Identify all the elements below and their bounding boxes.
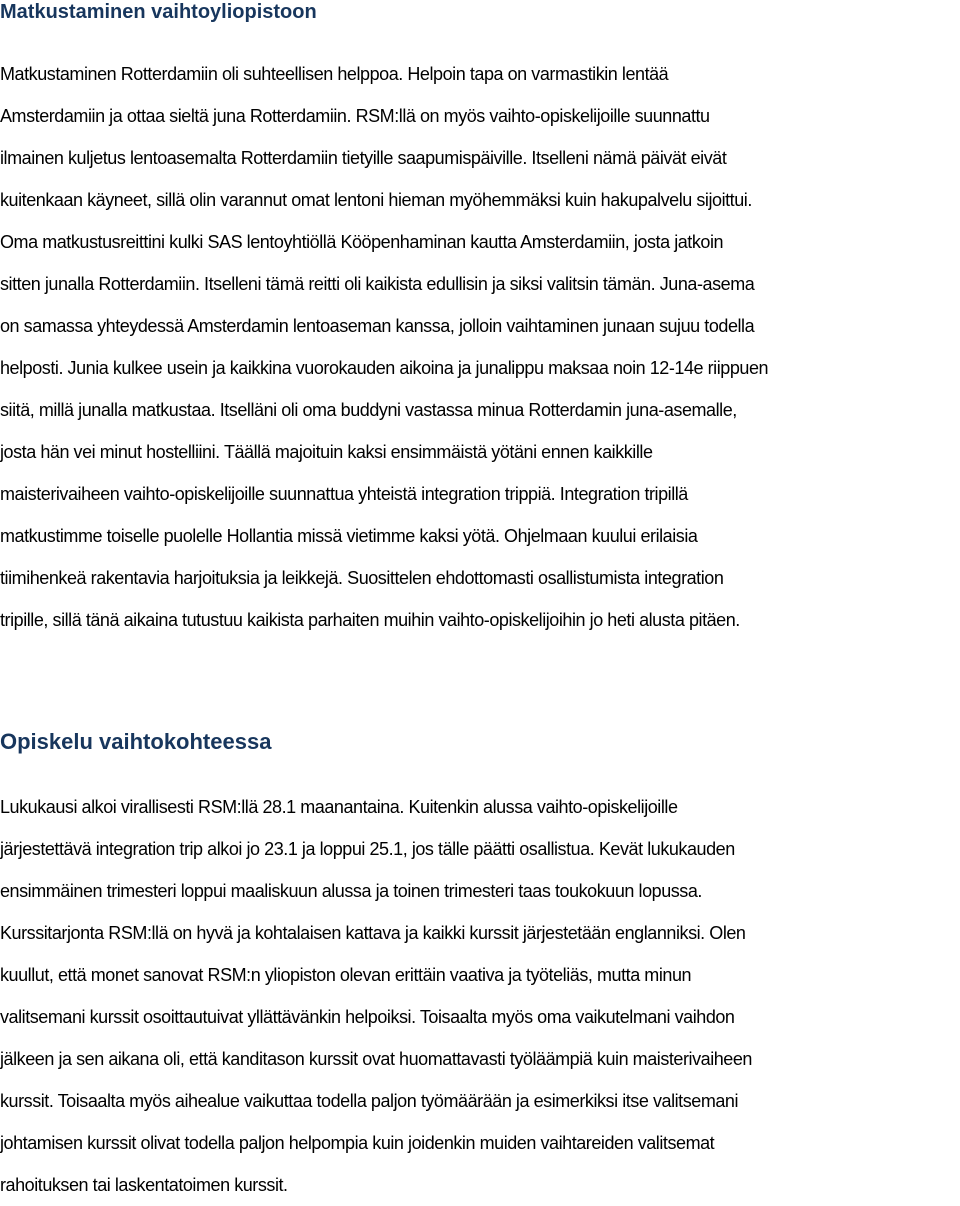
paragraph-line: Lukukausi alkoi virallisesti RSM:llä 28.1 maanantaina. Kuitenkin alussa vaihto-opiskelijoille (0, 797, 678, 817)
paragraph-line: järjestettävä integration trip alkoi jo 23.1 ja loppui 25.1, jos tälle päätti osallistua. Kevät lukukauden (0, 839, 735, 859)
paragraph-line: kuitenkaan käyneet, sillä olin varannut omat lentoni hieman myöhemmäksi kuin hakupalvelu sijoittui. (0, 190, 752, 210)
paragraph-line: siitä, millä junalla matkustaa. Itselläni oli oma buddyni vastassa minua Rotterdamin juna-asemalle, (0, 400, 737, 420)
paragraph-line: kuullut, että monet sanovat RSM:n yliopiston olevan erittäin vaativa ja työteliäs, mutta minun (0, 965, 692, 985)
paragraph-travel (0, 53, 768, 641)
paragraph-line: sitten junalla Rotterdamiin. Itselleni tämä reitti oli kaikista edullisin ja siksi valitsin tämän. Juna-asema (0, 274, 755, 294)
paragraph-line: maisterivaiheen vaihto-opiskelijoille suunnattua yhteistä integration trippiä. Integration tripillä (0, 484, 688, 504)
paragraph-line: jälkeen ja sen aikana oli, että kanditason kurssit ovat huomattavasti työläämpiä kuin maisterivaiheen (0, 1049, 752, 1069)
paragraph-line: Oma matkustusreittini kulki SAS lentoyhtiöllä Kööpenhaminan kautta Amsterdamiin, josta jatkoin (0, 232, 724, 252)
section-heading-studies: Opiskelu vaihtokohteessa (0, 729, 272, 754)
paragraph-line: Matkustaminen Rotterdamiin oli suhteellisen helppoa. Helpoin tapa on varmastikin lentää (0, 64, 669, 84)
paragraph-line: tripille, sillä tänä aikaina tutustuu kaikista parhaiten muihin vaihto-opiskelijoihin jo heti alusta pitäen. (0, 610, 740, 630)
paragraph-line: Amsterdamiin ja ottaa sieltä juna Rotterdamiin. RSM:llä on myös vaihto-opiskelijoille suunnattu (0, 106, 710, 126)
paragraph-line: helposti. Junia kulkee usein ja kaikkina vuorokauden aikoina ja junalippu maksaa noin 12-14e riippuen (0, 358, 769, 378)
paragraph-line: josta hän vei minut hostelliini. Täällä majoituin kaksi ensimmäistä yötäni ennen kaikkille (0, 442, 653, 462)
section-heading-travel: Matkustaminen vaihtoyliopistoon (0, 1, 317, 23)
paragraph-line: kurssit. Toisaalta myös aihealue vaikuttaa todella paljon työmäärään ja esimerkiksi itse valitsemani (0, 1091, 739, 1111)
paragraph-line: ensimmäinen trimesteri loppui maaliskuun alussa ja toinen trimesteri taas toukokuun lopussa. (0, 881, 702, 901)
paragraph-line: tiimihenkeä rakentavia harjoituksia ja leikkejä. Suosittelen ehdottomasti osallistumista integration (0, 568, 724, 588)
paragraph-line: ilmainen kuljetus lentoasemalta Rotterdamiin tietyille saapumispäiville. Itselleni nämä päivät eivät (0, 148, 727, 168)
paragraph-studies (0, 786, 752, 1206)
paragraph-line: valitsemani kurssit osoittautuivat yllättävänkin helpoiksi. Toisaalta myös oma vaikutelmani vaihdon (0, 1007, 735, 1027)
paragraph-line: Kurssitarjonta RSM:llä on hyvä ja kohtalaisen kattava ja kaikki kurssit järjestetään englanniksi. Olen (0, 923, 746, 943)
paragraph-line: johtamisen kurssit olivat todella paljon helpompia kuin joidenkin muiden vaihtareiden valitsemat (0, 1133, 715, 1153)
paragraph-line: rahoituksen tai laskentatoimen kurssit. (0, 1175, 288, 1195)
paragraph-line: on samassa yhteydessä Amsterdamin lentoaseman kanssa, jolloin vaihtaminen junaan sujuu todella (0, 316, 755, 336)
paragraph-line: matkustimme toiselle puolelle Hollantia missä vietimme kaksi yötä. Ohjelmaan kuului erilaisia (0, 526, 698, 546)
